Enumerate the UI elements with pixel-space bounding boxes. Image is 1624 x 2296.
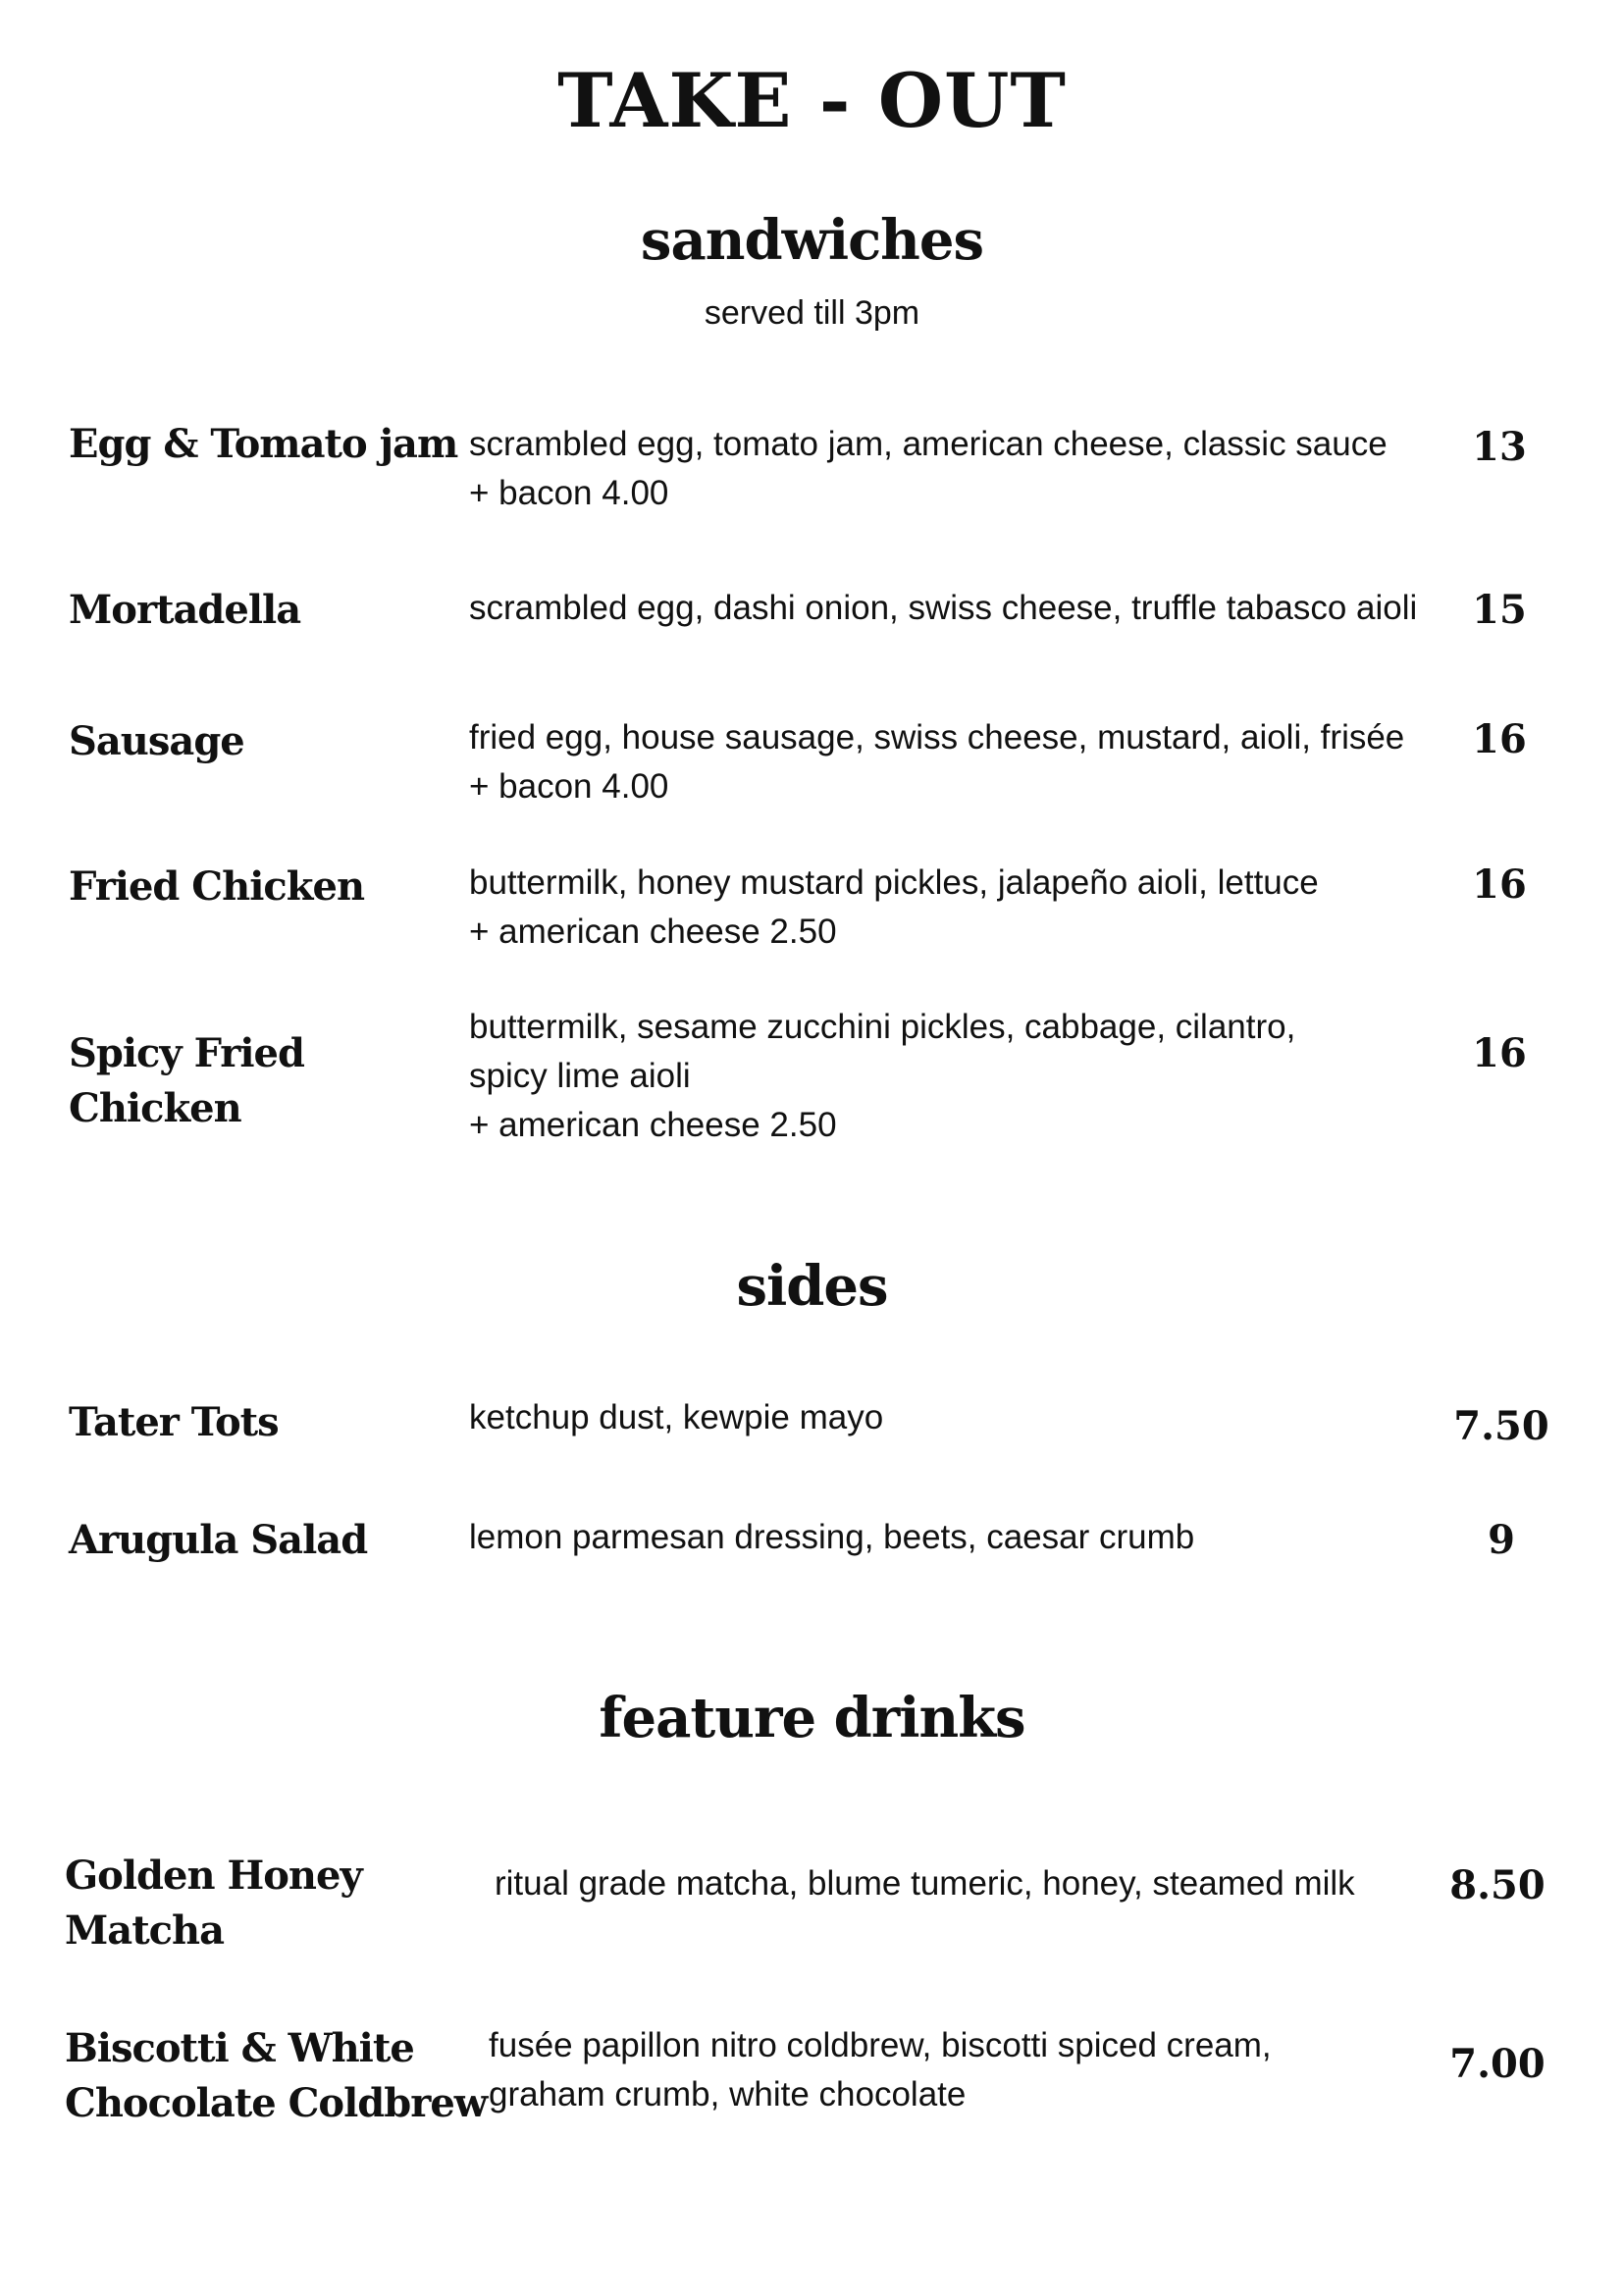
item-description-line: + american cheese 2.50 [469,913,837,951]
item-name-line: Matcha [65,1907,225,1954]
item-price-biscotti-white-chocolate-coldbrew: 7.00 [1449,2041,1545,2087]
item-name-line: Sausage [69,718,244,764]
page-title: TAKE - OUT [557,57,1067,144]
item-name-line: Fried Chicken [69,863,365,910]
item-name-line: Arugula Salad [69,1517,368,1563]
item-price-golden-honey-matcha: 8.50 [1449,1862,1545,1908]
item-description-sausage [469,713,1450,811]
item-description-arugula-salad [469,1513,1450,1562]
item-name-arugula-salad [69,1513,367,1568]
item-name-mortadella [69,583,300,638]
item-price-mortadella: 15 [1472,587,1527,633]
section-title-sandwiches: sandwiches [640,208,984,273]
item-name-line: Tater Tots [69,1399,279,1445]
item-name-spicy-fried-chicken [69,1026,304,1136]
item-description-line: buttermilk, sesame zucchini pickles, cabbage, cilantro, [469,1008,1296,1046]
section-title-sides: sides [736,1254,888,1319]
item-description-line: buttermilk, honey mustard pickles, jalapeño aioli, lettuce [469,863,1319,902]
item-price-arugula-salad: 9 [1488,1517,1515,1563]
item-description-tater-tots [469,1393,1450,1442]
item-name-line: Chicken [69,1085,241,1131]
item-description-spicy-fried-chicken [469,1003,1450,1150]
item-description-line: scrambled egg, tomato jam, american cheese, classic sauce [469,425,1388,463]
item-name-fried-chicken [69,860,364,914]
item-description-line: graham crumb, white chocolate [489,2075,967,2113]
item-name-golden-honey-matcha [65,1849,362,1958]
item-description-line: fusée papillon nitro coldbrew, biscotti spiced cream, [489,2026,1272,2064]
section-title-feature-drinks: feature drinks [599,1686,1025,1750]
item-description-line: scrambled egg, dashi onion, swiss cheese, truffle tabasco aioli [469,589,1418,627]
item-description-mortadella [469,584,1450,633]
item-description-biscotti-white-chocolate-coldbrew [489,2021,1470,2119]
item-description-line: + bacon 4.00 [469,474,669,512]
item-name-line: Egg & Tomato jam [69,421,458,467]
item-description-line: + american cheese 2.50 [469,1106,837,1144]
section-note-sandwiches: served till 3pm [704,294,920,332]
item-name-sausage [69,714,244,769]
item-price-egg-tomato-jam: 13 [1472,424,1527,470]
item-description-line: ketchup dust, kewpie mayo [469,1398,884,1436]
item-description-line: ritual grade matcha, blume tumeric, honey, steamed milk [495,1864,1355,1903]
item-description-egg-tomato-jam [469,420,1450,518]
item-name-line: Chocolate Coldbrew [65,2080,488,2126]
item-price-spicy-fried-chicken: 16 [1472,1030,1527,1076]
item-description-line: spicy lime aioli [469,1057,691,1095]
item-name-line: Golden Honey [65,1852,362,1899]
item-description-golden-honey-matcha [495,1859,1476,1908]
item-name-tater-tots [69,1395,279,1450]
item-price-fried-chicken: 16 [1472,861,1527,908]
item-price-sausage: 16 [1472,716,1527,762]
item-price-tater-tots: 7.50 [1453,1403,1549,1449]
item-name-line: Mortadella [69,587,301,633]
item-name-line: Biscotti & White [65,2025,414,2071]
item-description-fried-chicken [469,859,1450,957]
item-name-egg-tomato-jam [69,417,457,472]
item-name-line: Spicy Fried [69,1030,304,1076]
item-description-line: fried egg, house sausage, swiss cheese, mustard, aioli, frisée [469,718,1405,757]
item-description-line: + bacon 4.00 [469,767,669,806]
item-description-line: lemon parmesan dressing, beets, caesar crumb [469,1518,1195,1556]
item-name-biscotti-white-chocolate-coldbrew [65,2021,487,2131]
